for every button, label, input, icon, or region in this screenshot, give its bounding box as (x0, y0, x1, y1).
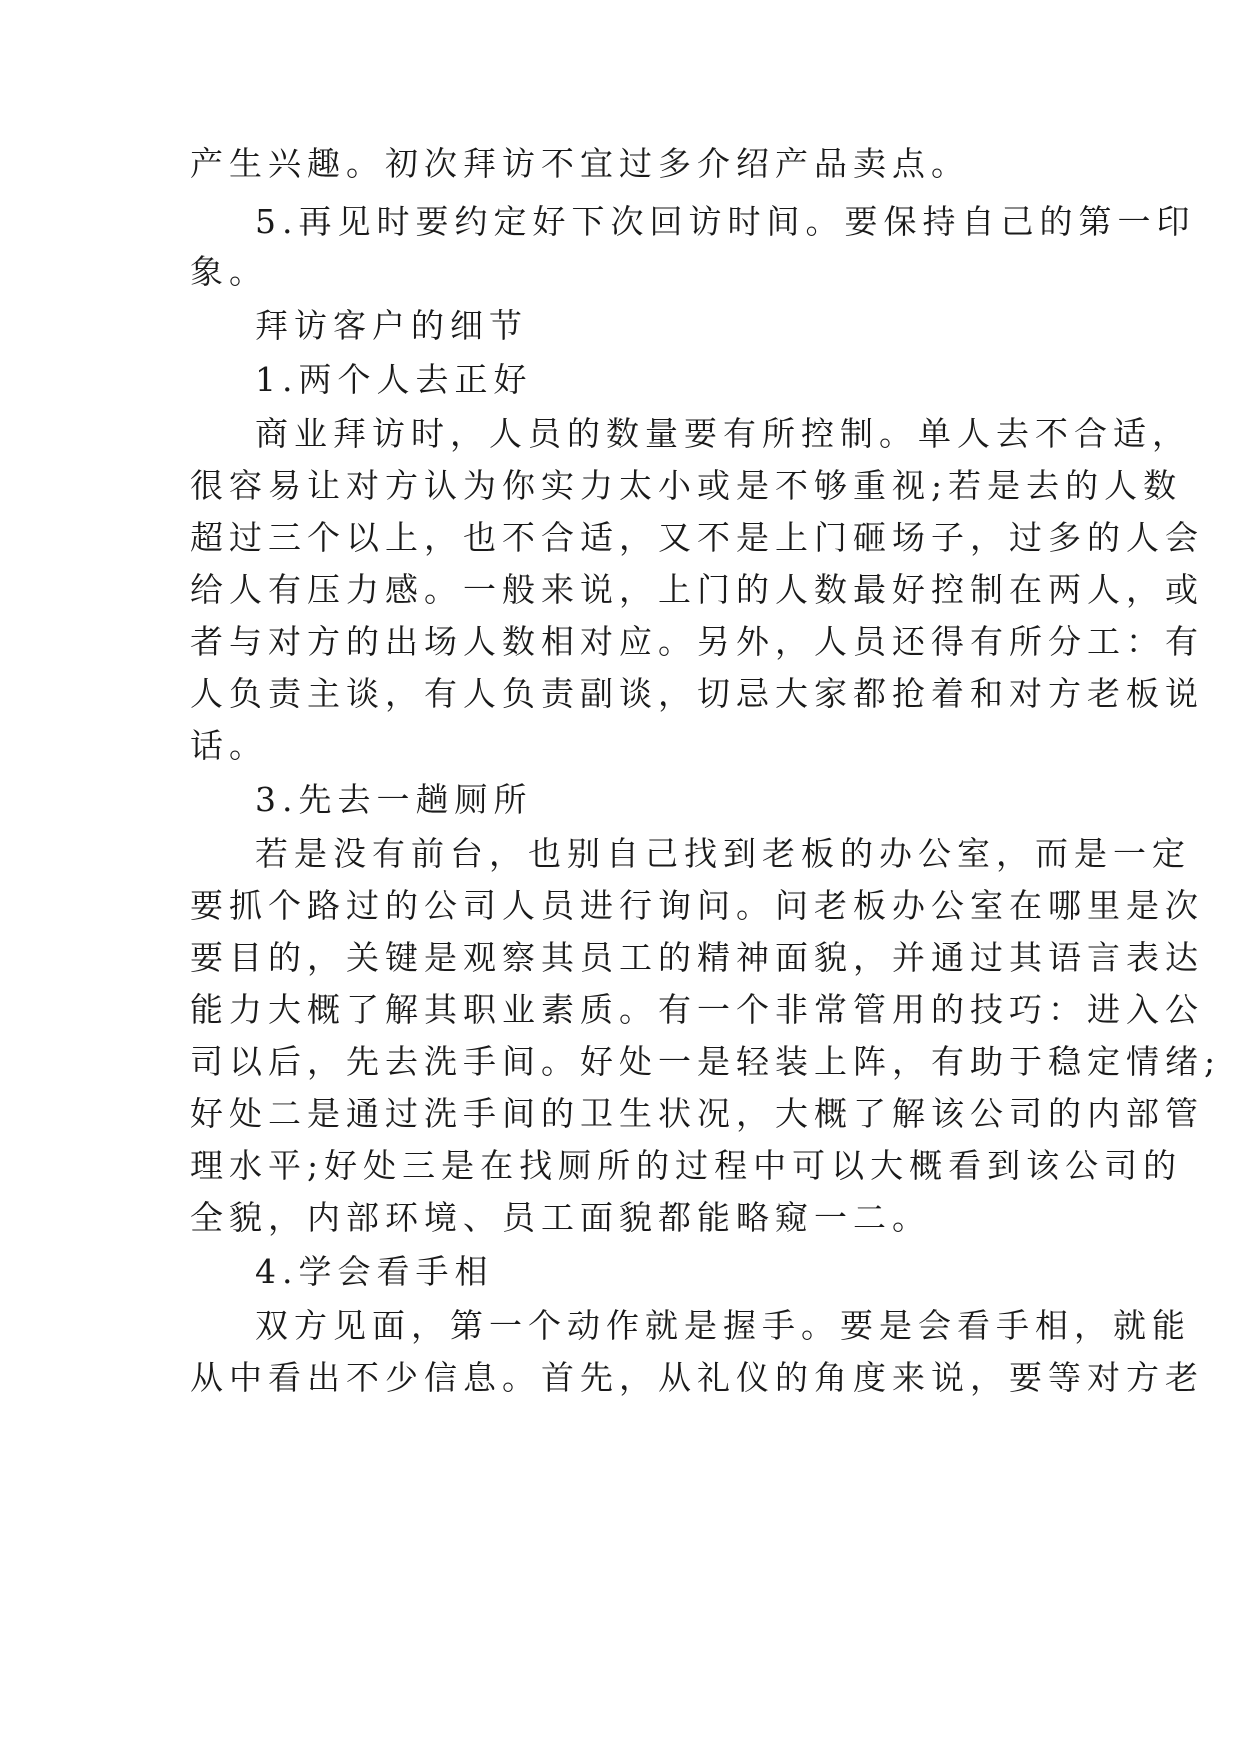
paragraph-line: 很容易让对方认为你实力太小或是不够重视;若是去的人数 (190, 466, 1183, 505)
paragraph-line: 要抓个路过的公司人员进行询问。问老板办公室在哪里是次 (190, 886, 1204, 925)
paragraph-line: 全貌，内部环境、员工面貌都能略窥一二。 (190, 1198, 931, 1237)
section-heading: 拜访客户的细节 (255, 306, 528, 345)
paragraph-line: 话。 (190, 726, 268, 765)
paragraph-line: 产生兴趣。初次拜访不宜过多介绍产品卖点。 (190, 144, 970, 183)
paragraph-line: 能力大概了解其职业素质。有一个非常管用的技巧：进入公 (190, 990, 1204, 1029)
paragraph-line: 象。 (190, 252, 268, 291)
paragraph-line: 人负责主谈，有人负责副谈，切忌大家都抢着和对方老板说 (190, 674, 1204, 713)
paragraph-line: 从中看出不少信息。首先，从礼仪的角度来说，要等对方老 (190, 1358, 1204, 1397)
paragraph-line: 好处二是通过洗手间的卫生状况，大概了解该公司的内部管 (190, 1094, 1204, 1133)
subheading-4: 4.学会看手相 (255, 1252, 494, 1291)
subheading-3: 3.先去一趟厕所 (255, 780, 533, 819)
paragraph-line: 给人有压力感。一般来说，上门的人数最好控制在两人，或 (190, 570, 1204, 609)
subheading-1: 1.两个人去正好 (255, 360, 533, 399)
paragraph-line: 理水平;好处三是在找厕所的过程中可以大概看到该公司的 (190, 1146, 1183, 1185)
list-item-5: 5.再见时要约定好下次回访时间。要保持自己的第一印 (255, 202, 1196, 241)
paragraph-line: 双方见面，第一个动作就是握手。要是会看手相，就能 (255, 1306, 1191, 1345)
paragraph-line: 超过三个以上，也不合适，又不是上门砸场子，过多的人会 (190, 518, 1204, 557)
paragraph-line: 者与对方的出场人数相对应。另外，人员还得有所分工：有 (190, 622, 1204, 661)
paragraph-line: 司以后，先去洗手间。好处一是轻装上阵，有助于稳定情绪; (190, 1042, 1222, 1081)
paragraph-line: 若是没有前台，也别自己找到老板的办公室，而是一定 (255, 834, 1191, 873)
paragraph-line: 要目的，关键是观察其员工的精神面貌，并通过其语言表达 (190, 938, 1204, 977)
paragraph-line: 商业拜访时，人员的数量要有所控制。单人去不合适， (255, 414, 1191, 453)
